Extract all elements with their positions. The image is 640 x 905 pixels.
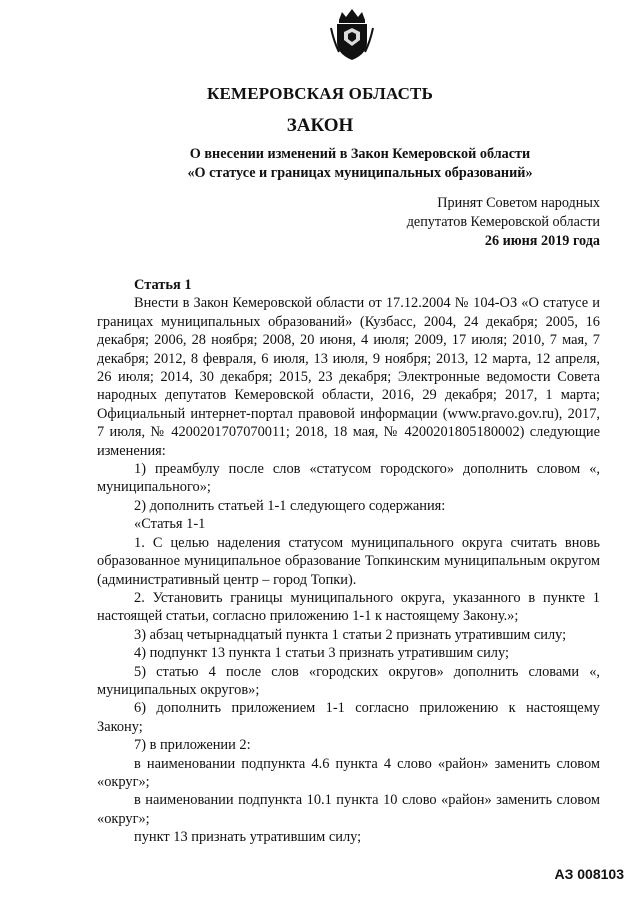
- article-title: Статья 1: [134, 277, 192, 293]
- region-title: КЕМЕРОВСКАЯ ОБЛАСТЬ: [206, 84, 434, 103]
- article-paragraph: пункт 13 признать утратившим силу;: [134, 829, 362, 846]
- article-paragraph: «Статья 1-1: [134, 516, 206, 533]
- law-subtitle-line: О внесении изменений в Закон Кемеровской области: [189, 146, 531, 162]
- article-paragraph: 1) преамбулу после слов «статусом городского» дополнить словом «, муниципального»;: [97, 461, 600, 496]
- article-paragraph: 7) в приложении 2:: [134, 737, 251, 754]
- article-paragraph: 2) дополнить статьей 1-1 следующего содержания:: [134, 497, 446, 514]
- law-subtitle-line: «О статусе и границах муниципальных образований»: [187, 165, 533, 181]
- law-subtitle: [80, 145, 640, 183]
- article-paragraph: 4) подпункт 13 пункта 1 статьи 3 признать утратившим силу;: [134, 645, 509, 662]
- article-paragraph: 6) дополнить приложением 1-1 согласно приложению к настоящему Закону;: [97, 700, 600, 735]
- article-paragraph: в наименовании подпункта 10.1 пункта 10 слово «район» заменить словом «округ»;: [97, 792, 600, 827]
- article-paragraph: 3) абзац четырнадцатый пункта 1 статьи 2 признать утратившим силу;: [134, 626, 567, 643]
- serial-number: АЗ 008103: [554, 866, 624, 882]
- document-type-title: ЗАКОН: [286, 115, 354, 136]
- adoption-date: 26 июня 2019 года: [484, 233, 600, 249]
- adoption-line: Принят Советом народных: [437, 195, 600, 211]
- article-paragraph: 2. Установить границы муниципального округа, указанного в пункте 1 настоящей статьи, согласно приложению 1-1 к настоящему Закону.»;: [97, 589, 600, 625]
- adoption-line: депутатов Кемеровской области: [406, 214, 600, 230]
- article-body: [97, 276, 600, 847]
- adoption-block: [407, 194, 600, 251]
- coat-of-arms-emblem-icon: [327, 6, 377, 62]
- article-paragraph: 5) статью 4 после слов «городских округов» дополнить словами «, муниципальных округов»;: [97, 663, 600, 698]
- article-paragraph: 1. С целью наделения статусом муниципального округа считать вновь образованное муниципальное образование Топкинским муниципальным округом (административный центр – город Топки).: [97, 534, 600, 588]
- article-paragraph: Внести в Закон Кемеровской области от 17.12.2004 № 104-ОЗ «О статусе и границах муниципальных образований» (Кузбасс, 2004, 24 декабря; 2005, 16 декабря; 2006, 28 ноября; 2008, 20 июня, 4 июля; 2009, 17 июля; 2010, 7 мая, 7 декабря; 2012, 8 февраля, 6 июля, 13 июля, 9 ноября; 2013, 12 марта, 12 апреля, 26 июля; 2014, 30 декабря; 2015, 23 декабря; Электронные ведомости Совета народных депутатов Кемеровской области, 2016, 29 декабря; 2017, 1 марта; Официальный интернет-портал правовой информации (www.pravo.gov.ru), 2017, 7 июля, № 4200201707070011; 2018, 18 мая, № 4200201805180002) следующие изменения:: [97, 295, 600, 459]
- article-paragraph: в наименовании подпункта 4.6 пункта 4 слово «район» заменить словом «округ»;: [97, 755, 600, 790]
